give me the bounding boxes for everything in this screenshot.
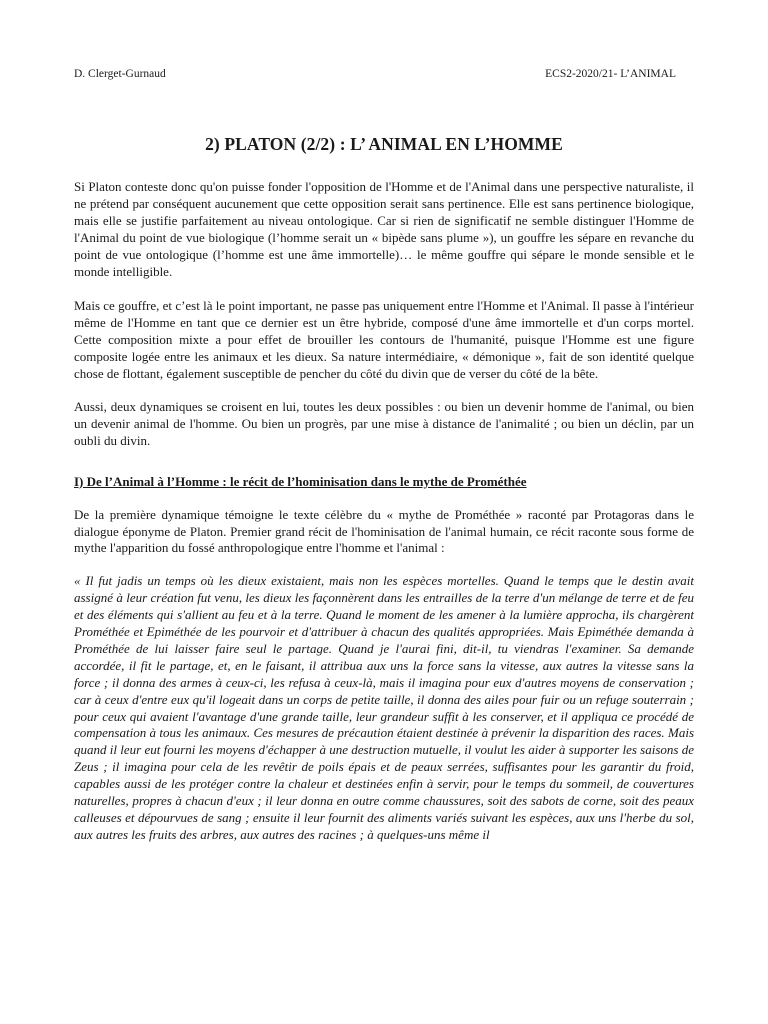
paragraph-1: Si Platon conteste donc qu'on puisse fonder l'opposition de l'Homme et de l'Animal dans une perspective naturaliste, il ne prétend par conséquent aucunement que cette opposition serait sans pertinence. Elle est sans pertinence biologique, mais elle se justifie parfaitement au niveau ontologique. Car si rien de significatif ne semble distinguer l'Homme de l'Animal du point de vue biologique (l’homme serait un « bipède sans plume »), un gouffre les sépare en revanche du point de vue ontologique (l’homme est une âme immortelle)… le même gouffre qui sépare le monde sensible et le monde intelligible. <box>74 179 694 279</box>
document-title: 2) PLATON (2/2) : L’ ANIMAL EN L’HOMME <box>205 134 563 154</box>
section-intro-paragraph: De la première dynamique témoigne le texte célèbre du « mythe de Prométhée » raconté par Protagoras dans le dialogue éponyme de Platon. Premier grand récit de l'hominisation de l'animal humain, ce récit raconte sous forme de mythe l'apparition du fossé anthropologique entre l'homme et l'animal : <box>74 506 694 556</box>
paragraph-2: Mais ce gouffre, et c’est là le point important, ne passe pas uniquement entre l'Homme et l'Animal. Il passe à l'intérieur même de l'Homme en tant que ce dernier est un être hybride, composé d'une âme immortelle et d'un corps mortel. Cette composition mixte a pour effet de brouiller les contours de l'humanité, puisque l'Homme est une figure composite logée entre les animaux et les dieux. Sa nature intermédiaire, « démonique », fait de son identité quelque chose de flottant, également susceptible de pencher du côté du divin que de verser du côté de la bête. <box>74 298 694 382</box>
paragraph-3: Aussi, deux dynamiques se croisent en lui, toutes les deux possibles : ou bien un devenir homme de l'animal, ou bien un devenir animal de l'homme. Ou bien un progrès, par une mise à distance de l'animalité ; ou bien un déclin, par un oubli du divin. <box>74 398 694 448</box>
section-heading: I) De l’Animal à l’Homme : le récit de l’hominisation dans le mythe de Prométhée <box>74 473 527 489</box>
author-name: D. Clerget-Gurnaud <box>74 68 166 80</box>
course-reference: ECS2-2020/21- L’ANIMAL <box>545 68 676 80</box>
myth-quotation: « Il fut jadis un temps où les dieux existaient, mais non les espèces mortelles. Quand le temps que le destin avait assigné à leur création fut venu, les dieux les façonnèrent dans les entrailles de la terre d'un mélange de terre et de feu et des éléments qui s'allient au feu et à la terre. Quand le moment de les amener à la lumière approcha, ils chargèrent Prométhée et Epiméthée de les pourvoir et d'attribuer à chacun des qualités appropriées. Mais Epiméthée demanda à Prométhée de lui laisser faire seul le partage. Quand je l'aurai fini, dit-il, tu viendras l'examiner. Sa demande accordée, il fit le partage, et, en le faisant, il attribua aux uns la force sans la vitesse, aux autres la vitesse sans la force ; il donna des armes à ceux-ci, les refusa à ceux-là, mais il imagina pour eux d'autres moyens de conservation ; car à ceux d'entre eux qu'il logeait dans un corps de petite taille, il donna des ailes pour fuir ou un refuge souterrain ; pour ceux qui avaient l'avantage d'une grande taille, leur grandeur suffit à les conserver, et il appliqua ce procédé de compensation à tous les animaux. Ces mesures de précaution étaient destinée à prévenir la disparition des races. Mais quand il leur eut fourni les moyens d'échapper à une destruction mutuelle, il voulut les aider à supporter les saisons de Zeus ; il imagina pour cela de les revêtir de poils épais et de peaux serrées, suffisantes pour les garantir du froid, capables aussi de les protéger contre la chaleur et destinées enfin à servir, pour le temps du sommeil, de couvertures naturelles, propres à chacun d'eux ; il leur donna en outre comme chaussures, soit des sabots de corne, soit des peaux calleuses et dépourvues de sang ; ensuite il leur fournit des aliments variés suivant les espèces, aux uns l'herbe du sol, aux autres les fruits des arbres, aux autres des racines ; à quelques-uns même il <box>74 573 694 842</box>
page-header <box>74 68 676 80</box>
document-body <box>74 179 694 860</box>
